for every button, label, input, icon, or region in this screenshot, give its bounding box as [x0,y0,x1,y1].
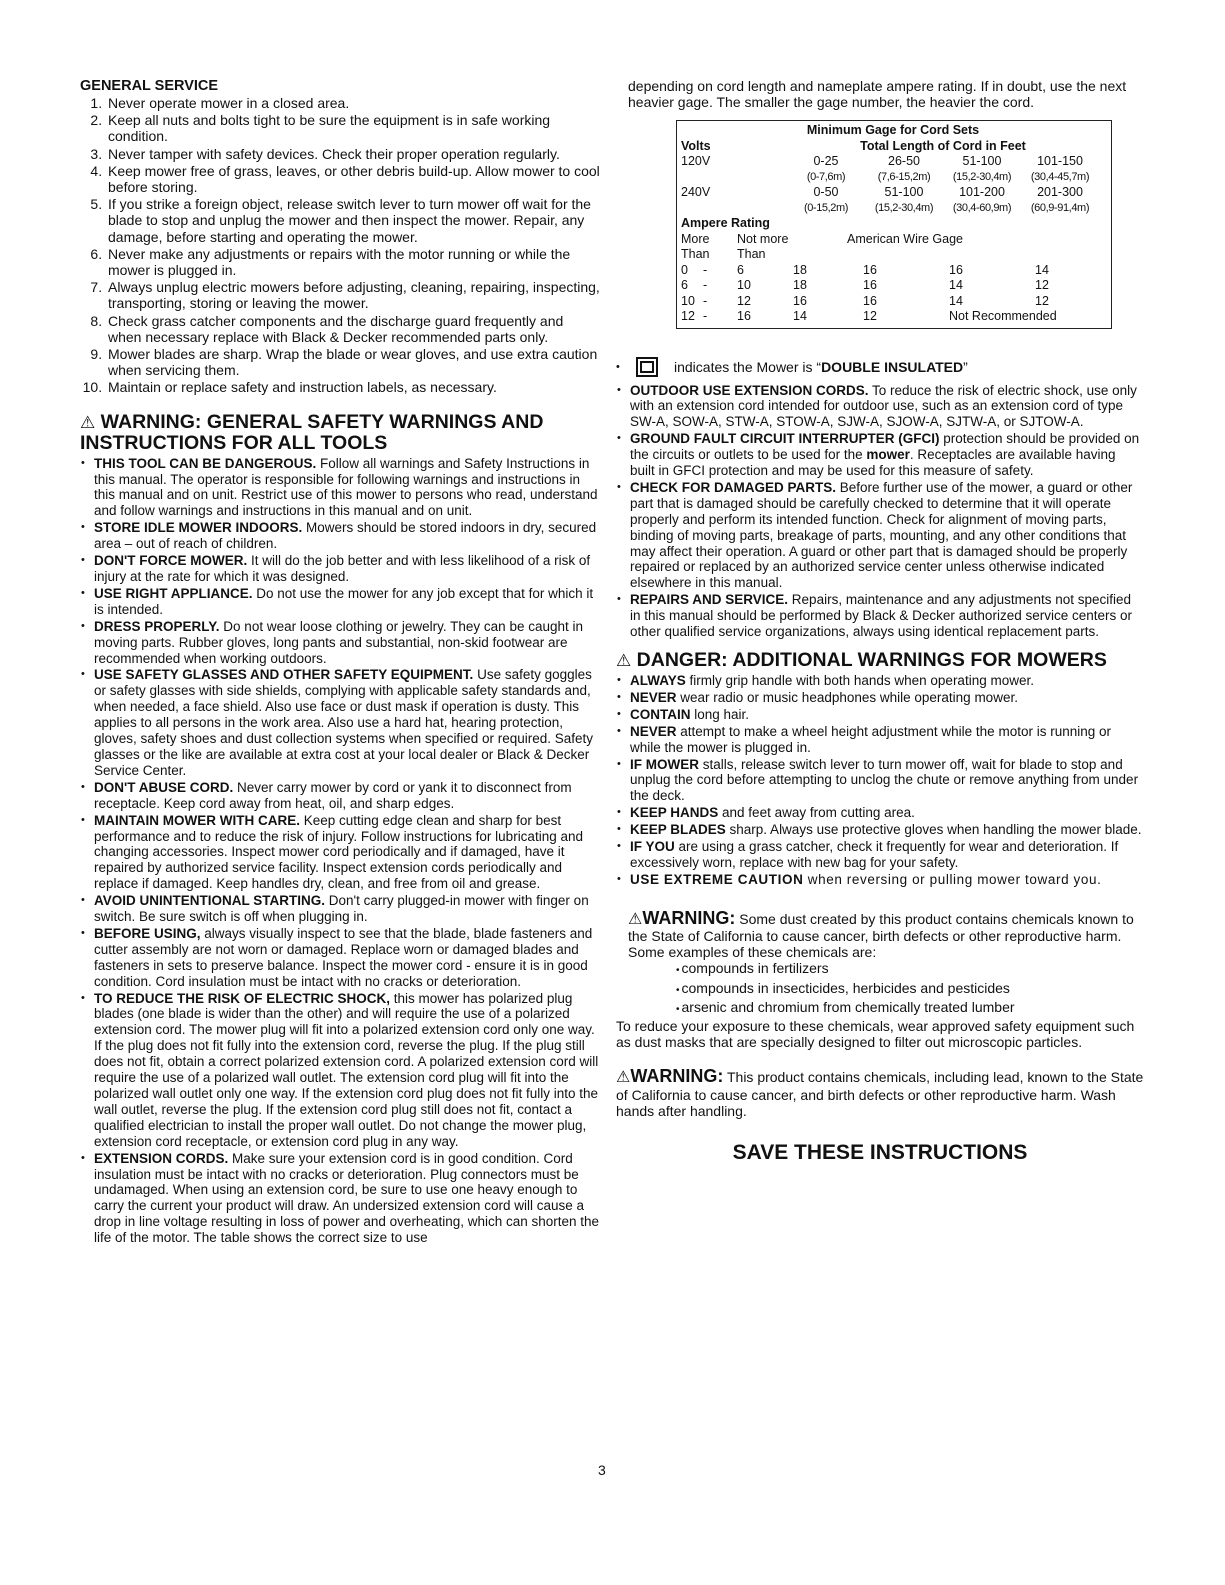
list-item: • USE EXTREME CAUTION when reversing or pulling mower toward you. [616,872,1144,888]
length-label: Total Length of Cord in Feet [860,138,1026,153]
list-item: • DON'T ABUSE CORD. Never carry mower by cord or yank it to disconnect from receptacle. Keep cord away from heat, oil, and sharp edges. [80,780,600,812]
list-item: • DRESS PROPERLY. Do not wear loose clothing or jewelry. They can be caught in moving parts. Rubber gloves, long pants and substantial, non-skid footwear are recommended when working outdoors. [80,619,600,667]
table-row: (0-15,2m) (15,2-30,4m) (30,4-60,9m) (60,9-91,4m) [803,201,1090,214]
double-insulated-note: • indicates the Mower is “DOUBLE INSULATED” [616,358,968,375]
ampere-label: Ampere Rating [681,216,770,230]
list-item: • compounds in fertilizers [676,960,1144,979]
list-item: 4. Keep mower free of grass, leaves, or other debris build-up. Allow mower to cool before storing. [106,163,600,195]
list-item: • DON'T FORCE MOWER. It will do the job better and with less likelihood of a risk of injury at the rate for which it was designed. [80,553,600,585]
danger-heading [616,650,1144,671]
list-item: • GROUND FAULT CIRCUIT INTERRUPTER (GFCI) protection should be provided on the circuits or outlets to be used for the mower. Receptacles are available having built in GFCI protection and may be used for this measure of safety. [616,431,1144,479]
extension-cord-list [616,383,1144,641]
list-item: • NEVER attempt to make a wheel height adjustment while the motor is running or while the mower is plugged in. [616,724,1144,756]
general-warning-list [80,456,600,1246]
list-item: • OUTDOOR USE EXTENSION CORDS. To reduce the risk of electric shock, use only with an extension cord intended for outdoor use, such as an extension cord of type SW-A, SOW-A, STW-A, STOW-A, SJW-A, SJOW-A, SJTW-A, or SJTOW-A. [616,383,1144,431]
list-item: • ALWAYS firmly grip handle with both hands when operating mower. [616,673,1144,689]
list-item: 2. Keep all nuts and bolts tight to be sure the equipment is in safe working condition. [106,112,600,144]
list-item: • AVOID UNINTENTIONAL STARTING. Don't carry plugged-in mower with finger on switch. Be sure switch is off when plugging in. [80,893,600,925]
list-item: • MAINTAIN MOWER WITH CARE. Keep cutting edge clean and sharp for best performance and to reduce the risk of injury. Follow instructions for lubricating and changing accessories. Inspect mower cord periodically and if damaged, have it repaired by authorized service facility. Inspect extension cords periodically and replace if damaged. Keep handles dry, clean, and free from oil and grease. [80,813,600,893]
double-insulated-icon [636,357,658,377]
list-item: • USE RIGHT APPLIANCE. Do not use the mower for any job except that for which it is intended. [80,586,600,618]
volts-label: Volts [681,138,711,153]
dust-warning: ⚠WARNING: Some dust created by this product contains chemicals known to the State of California to cause cancer, birth defects or other reproductive harm. Some examples of these chemicals are: • compounds in fertilizers • compounds in insecticides, herbicides and pesticides • arsenic and chromium from chemically treated lumber To reduce your exposure to these chemicals, wear approved safety equipment such as dust masks that are specially designed to filter out microscopic particles. [616,910,1144,1051]
page-number: 3 [598,1462,606,1478]
list-item: • NEVER wear radio or music headphones while operating mower. [616,690,1144,706]
list-item: 7. Always unplug electric mowers before adjusting, cleaning, repairing, inspecting, transporting, storing or leaving the mower. [106,279,600,311]
danger-list [616,673,1144,888]
general-service-heading: GENERAL SERVICE [80,78,219,94]
cord-gage-table: Minimum Gage for Cord Sets Volts Total Length of Cord in Feet 120V 0-25 26-50 51-100 101-150 (0-7,6m) (7,6-15,2m) (15,2-30,4m) (30,4-45,7m) 240V 0-50 51-100 101-200 201-300 (0-15,2m) (15,2-30,4m) (30,4-60,9m) (60,9-91,4m) Ampere Rating More Not more American Wire Gage Than Than 0 - 6 18 16 16 14 6 - 10 18 16 14 12 10 - 12 16 16 14 12 12 - 16 14 12 Not Recommended [676,120,1112,329]
list-item: 8. Check grass catcher components and the discharge guard frequently and when necessary replace with Black & Decker recommended parts only. [106,313,600,345]
exposure-reduction-text: To reduce your exposure to these chemicals, wear approved safety equipment such as dust masks that are specially designed to filter out microscopic particles. [616,1018,1135,1051]
table-row: 12 - 16 14 12 Not Recommended [681,309,1057,323]
table-title: Minimum Gage for Cord Sets [806,123,980,137]
table-row: 120V 0-25 26-50 51-100 101-150 [681,154,1083,168]
list-item: • BEFORE USING, always visually inspect to see that the blade, blade fasteners and cutter assembly are not worn or damaged. Replace worn or damaged blades and fasteners in sets to preserve balance. Inspect the mower cord - ensure it is in good condition. Cord insulation must be intact with no cracks or deterioration. [80,926,600,990]
save-instructions-heading: SAVE THESE INSTRUCTIONS [732,1141,1028,1165]
right-column [616,78,1144,1165]
warning-triangle-icon: ⚠ [628,910,643,928]
left-column [80,78,600,1247]
list-item: • EXTENSION CORDS. Make sure your extension cord is in good condition. Cord insulation must be intact with no cracks or deterioration. Plug connectors must be undamaged. When using an extension cord, be sure to use one heavy enough to carry the current your product will draw. An undersized extension cord will cause a drop in line voltage resulting in loss of power and overheating, which can shorten the life of the motor. The table shows the correct size to use [80,1151,600,1246]
warning-triangle-icon: ⚠ [616,1069,631,1087]
lead-warning: ⚠WARNING: This product contains chemicals, including lead, known to the State of California to cause cancer, and birth defects or other reproductive harm. Wash hands after handling. [616,1066,1144,1119]
danger-title: DANGER: ADDITIONAL WARNINGS FOR MOWERS [636,649,1107,671]
list-item: 1. Never operate mower in a closed area. [106,95,600,111]
table-row: (0-7,6m) (7,6-15,2m) (15,2-30,4m) (30,4-45,7m) [806,170,1090,183]
list-item: • CHECK FOR DAMAGED PARTS. Before further use of the mower, a guard or other part that is damaged should be carefully checked to determine that it will operate properly and perform its intended function. Check for alignment of moving parts, binding of moving parts, breakage of parts, mounting, and any other conditions that may affect their operation. A guard or other part that is damaged should be properly repaired or replaced by an authorized service center unless otherwise indicated elsewhere in this manual. [616,480,1144,591]
table-row: 10 - 12 16 16 14 12 [681,293,1049,308]
list-item: • IF MOWER stalls, release switch lever to turn mower off, wait for blade to stop and unplug the cord before attempting to unclog the chute or remove anything from under the deck. [616,757,1144,805]
general-service-list [80,95,600,396]
list-item: • CONTAIN long hair. [616,707,1144,723]
list-item: • arsenic and chromium from chemically treated lumber [676,999,1144,1018]
list-item: • THIS TOOL CAN BE DANGEROUS. Follow all warnings and Safety Instructions in this manual. The operator is responsible for following warnings and instructions in this manual and on unit. Restrict use of this mower to persons who read, understand and follow warnings and instructions in this manual and on unit. [80,456,600,520]
table-row: 240V 0-50 51-100 101-200 201-300 [681,185,1083,199]
list-item: 9. Mower blades are sharp. Wrap the blade or wear gloves, and use extra caution when servicing them. [106,346,600,378]
cord-gage-intro: depending on cord length and nameplate ampere rating. If in doubt, use the next heavier gage. The smaller the gage number, the heavier the cord. [628,78,1127,110]
warning-triangle-icon: ⚠ [616,651,632,670]
general-warning-heading [80,412,600,454]
list-item: 5. If you strike a foreign object, release switch lever to turn mower off wait for the blade to stop and unplug the mower and then inspect the mower. Repair, any damage, before starting and operating the mower. [106,196,600,245]
list-item: • USE SAFETY GLASSES AND OTHER SAFETY EQUIPMENT. Use safety goggles or safety glasses with side shields, complying with applicable safety standards and, when needed, a face shield. Also use face or dust mask if operation is dusty. This applies to all persons in the work area. Also use a hard hat, hearing protection, gloves, safety shoes and dust collection systems when specified or required. Safety glasses or the like are available at extra cost at your local dealer or Black & Decker Service Center. [80,667,600,778]
warning-triangle-icon: ⚠ [80,412,96,432]
table-row: 6 - 10 18 16 14 12 [681,278,1049,292]
list-item: • IF YOU are using a grass catcher, check it frequently for wear and deterioration. If excessively worn, replace with new bag for your safety. [616,839,1144,871]
list-item: • TO REDUCE THE RISK OF ELECTRIC SHOCK, this mower has polarized plug blades (one blade is wider than the other) and will require the use of a polarized extension cord. The mower plug will fit into a polarized extension cord only one way. If the plug does not fit fully into the extension cord, reverse the plug. If the plug still does not fit, obtain a correct polarized extension cord. A polarized extension cord will require the use of a polarized wall outlet. The extension cord plug will fit into the polarized wall outlet only one way. If the extension cord plug does not fit fully into the wall outlet, reverse the plug. If the extension cord plug still does not fit, contact a qualified electrician to install the proper wall outlet. Do not change the mower plug, extension cord receptacle, or extension cord plug in any way. [80,991,600,1150]
list-item: 6. Never make any adjustments or repairs with the motor running or while the mower is plugged in. [106,246,600,278]
list-item: 3. Never tamper with safety devices. Check their proper operation regularly. [106,146,600,162]
chemicals-list [616,960,1144,1018]
list-item: • compounds in insecticides, herbicides and pesticides [676,980,1144,999]
list-item: • REPAIRS AND SERVICE. Repairs, maintenance and any adjustments not specified in this manual should be performed by Black & Decker authorized service centers or other qualified service organizations, always using identical replacement parts. [616,592,1144,640]
list-item: • STORE IDLE MOWER INDOORS. Mowers should be stored indoors in dry, secured area – out of reach of children. [80,520,600,552]
list-item: 10. Maintain or replace safety and instruction labels, as necessary. [106,379,600,395]
table-row: 0 - 6 18 16 16 14 [681,262,1049,277]
list-item: • KEEP HANDS and feet away from cutting area. [616,805,1144,821]
list-item: • KEEP BLADES sharp. Always use protective gloves when handling the mower blade. [616,822,1144,838]
general-warning-title: WARNING: GENERAL SAFETY WARNINGS AND INSTRUCTIONS FOR ALL TOOLS [80,410,544,454]
